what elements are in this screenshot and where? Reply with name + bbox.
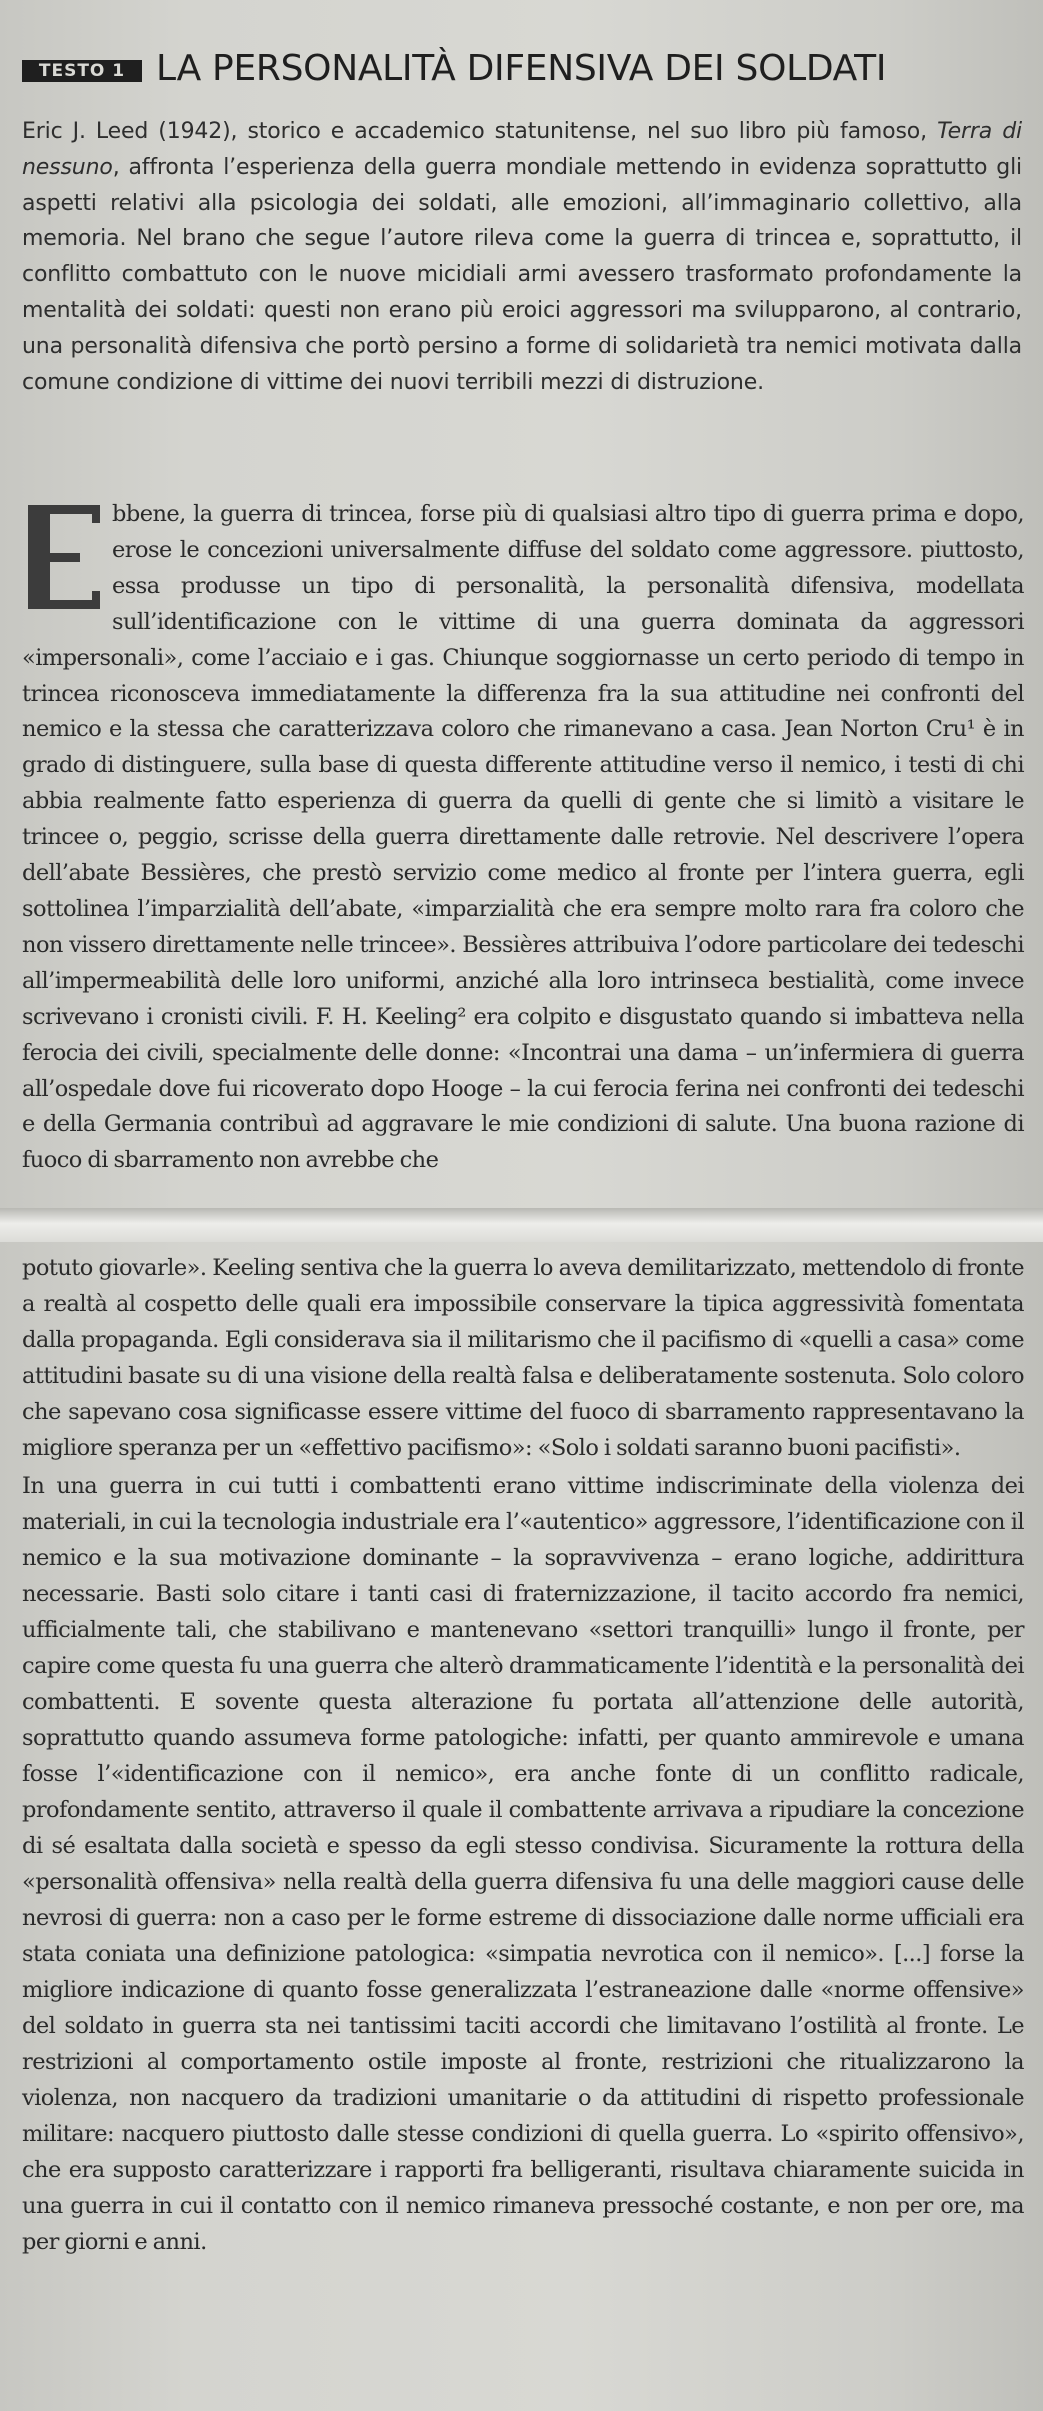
article-paragraph-1: bbene, la guerra di trincea, forse più di qualsiasi altro tipo di guerra prima e dopo, erose le concezioni universalmente diffuse del soldato come aggressore. piuttosto, essa produsse un tipo di personalità, la personalità difensiva, modellata sull’identificazione con le vittime di una guerra dominata da aggressori «impersonali», come l’acciaio e i gas. Chiunque soggiornasse un certo periodo di tempo in trincea riconosceva immediatamente la differenza fra la sua attitudine nei confronti del nemico e la stessa che caratterizzava coloro che rimanevano a casa. Jean Norton Cru¹ è in grado di distinguere, sulla base di questa differente attitudine verso il nemico, i testi di chi abbia realmente fatto esperienza di guerra da quelli di gente che si limitò a visitare le trincee o, peggio, scrisse della guerra direttamente dalle retrovie. Nel descrivere l’opera dell’abate Bessières, che prestò servizio come medico al fronte per l’intera guerra, egli sottolinea l’imparzialità dell’abate, «imparzialità che era sempre molto rara fra coloro che non vissero direttamente nelle trincee». Bessières attribuiva l’odore particolare dei tedeschi all’impermeabilità delle loro uniformi, anziché alla loro intrinseca bestialità, come invece scrivevano i cronisti civili. F. H. Keeling² era colpito e disgustato quando si imbatteva nella ferocia dei civili, specialmente delle donne: «Incontrai una dama – un’infermiera di guerra all’ospedale dove fui ricoverato dopo Hooge – la cui ferocia ferina nei confronti dei tedeschi e della Germania contribuì ad aggravare le mie condizioni di salute. Una buona razione di fuoco di sbarramento non avrebbe che xyxy=(22,501,1024,1174)
book-title: Terra di nessuno xyxy=(22,119,1023,180)
page-title: LA PERSONALITÀ DIFENSIVA DEI SOLDATI xyxy=(156,48,887,89)
intro-paragraph xyxy=(22,114,1022,400)
text-badge: TESTO 1 xyxy=(22,60,142,82)
article-body-continued xyxy=(22,1250,1024,2260)
article-paragraph-1-continued: potuto giovarle». Keeling sentiva che la guerra lo aveva demilitarizzato, mettendolo di fronte a realtà al cospetto delle quali era impossibile conservare la tipica aggressività fomentata dalla propaganda. Egli considerava sia il militarismo che il pacifismo di «quelli a casa» come attitudini basate su di una visione della realtà falsa e deliberatamente sostenuta. Solo coloro che sapevano cosa significasse essere vittime del fuoco di sbarramento rappresentavano la migliore speranza per un «effettivo pacifismo»: «Solo i soldati saranno buoni pacifisti». xyxy=(22,1255,1024,1461)
page-fold xyxy=(0,1208,1043,1242)
section-header xyxy=(22,46,1022,98)
intro-text-end: , affronta l’esperienza della guerra mondiale mettendo in evidenza soprattutto gli aspetti relativi alla psicologia dei soldati, alle emozioni, all’immaginario collettivo, alla memoria. Nel brano che segue l’autore rileva come la guerra di trincea e, soprattutto, il conflitto combattuto con le nuove micidiali armi avessero trasformato profondamente la mentalità dei soldati: questi non erano più eroici aggressori ma svilupparono, al contrario, una personalità difensiva che portò persino a forme di solidarietà tra nemici motivata dalla comune condizione di vittime dei nuovi terribili mezzi di distruzione. xyxy=(22,154,1022,395)
drop-cap xyxy=(22,501,102,617)
article-paragraph-2: In una guerra in cui tutti i combattenti erano vittime indiscriminate della violenza dei materiali, in cui la tecnologia industriale era l’«autentico» aggressore, l’identificazione con il nemico e la sua motivazione dominante – la sopravvivenza – erano logiche, addirittura necessarie. Basti solo citare i tanti casi di fraternizzazione, il tacito accordo fra nemici, ufficialmente tali, che stabilivano e mantenevano «settori tranquilli» lungo il fronte, per capire come questa fu una guerra che alterò drammaticamente l’identità e la personalità dei combattenti. E sovente questa alterazione fu portata all’attenzione delle autorità, soprattutto quando assumeva forme patologiche: infatti, per quanto ammirevole e umana fosse l’«identificazione con il nemico», era anche fonte di un conflitto radicale, profondamente sentito, attraverso il quale il combattente arrivava a ripudiare la concezione di sé esaltata dalla società e spesso da egli stesso condivisa. Sicuramente la rottura della «personalità offensiva» nella realtà della guerra difensiva fu una delle maggiori cause delle nevrosi di guerra: non a caso per le forme estreme di dissociazione dalle norme ufficiali era stata coniata una definizione patologica: «simpatia nevrotica con il nemico». [...] forse la migliore indicazione di quanto fosse generalizzata l’estraneazione dalle «norme offensive» del soldato in guerra sta nei tantissimi taciti accordi che limitavano l’ostilità al fronte. Le restrizioni al comportamento ostile imposte al fronte, restrizioni che ritualizzarono la violenza, non nacquero da tradizioni umanitarie o da attitudini di rispetto professionale militare: nacquero piuttosto dalle stesse condizioni di quella guerra. Lo «spirito offensivo», che era supposto caratterizzare i rapporti fra belligeranti, risultava chiaramente suicida in una guerra in cui il contatto con il nemico rimaneva pressoché costante, e non per ore, ma per giorni e anni. xyxy=(22,1473,1024,2255)
intro-text-start: Eric J. Leed (1942), storico e accademico statunitense, nel suo libro più famoso, xyxy=(22,119,938,144)
article-body xyxy=(22,497,1024,1179)
